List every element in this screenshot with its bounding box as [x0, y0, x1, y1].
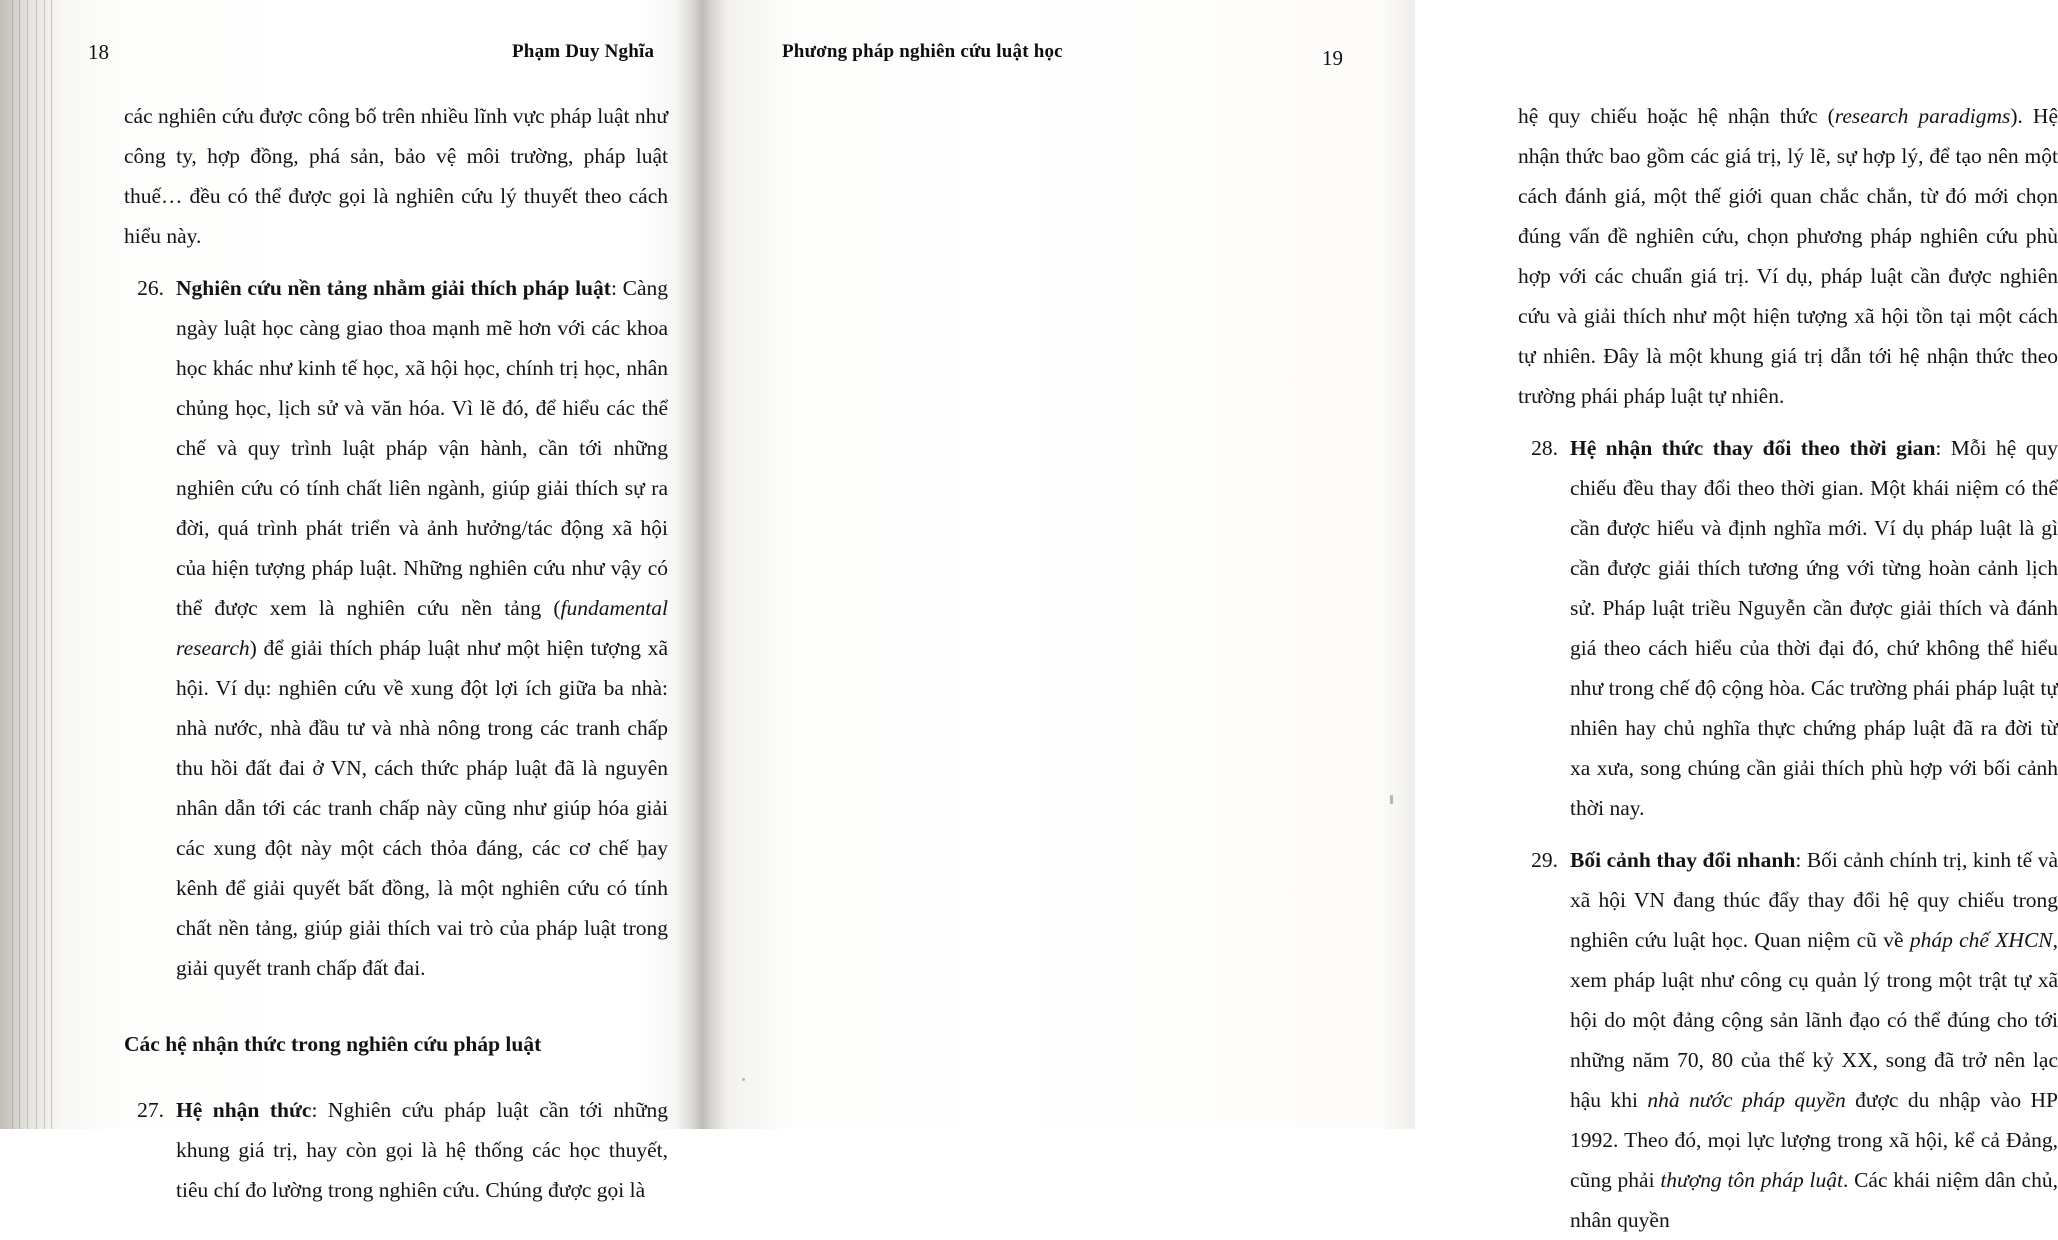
page-number-left: 18: [88, 40, 109, 64]
item-26-body: [176, 268, 668, 988]
item-28-text: : Mỗi hệ quy chiếu đều thay đổi theo thời gian. Một khái niệm có thể cần được hiểu và định nghĩa mới. Ví dụ pháp luật là gì cần được giải thích tương ứng với từng hoàn cảnh lịch sử. Pháp luật triều Nguyễn cần được giải thích và đánh giá theo cách hiểu của thời đại đó, chứ không thể hiểu như trong chế độ cộng hòa. Các trường phái pháp luật tự nhiên hay chủ nghĩa thực chứng pháp luật đã ra đời từ xa xưa, song chúng cần giải thích phù hợp với bối cảnh thời nay.: [1570, 436, 2058, 820]
continuation-text-after-italic: ). Hệ nhận thức bao gồm các giá trị, lý lẽ, sự hợp lý, để tạo nên một cách đánh giá, một thế giới quan chắc chắn, từ đó mới chọn đúng vấn đề nghiên cứu, chọn phương pháp nghiên cứu phù hợp với các chuẩn giá trị. Ví dụ, pháp luật cần được nghiên cứu và giải thích như một hiện tượng xã hội tồn tại một cách tự nhiên. Đây là một khung giá trị dẫn tới hệ nhận thức theo trường phái pháp luật tự nhiên.: [1518, 104, 2058, 408]
item-28-lead: Hệ nhận thức thay đổi theo thời gian: [1570, 436, 1936, 460]
item-29-lead: Bối cảnh thay đổi nhanh: [1570, 848, 1796, 872]
item-27-lead: Hệ nhận thức: [176, 1098, 312, 1122]
item-29-segment-5: thượng tôn pháp luật: [1660, 1168, 1843, 1192]
page-number-right: 19: [1322, 46, 1343, 70]
item-29-segment-0: : Bối cảnh chính trị, kinh tế và xã hội VN đang thúc đẩy thay đổi hệ quy chiếu trong nghiên cứu luật học. Quan niệm cũ về: [1570, 848, 2058, 952]
item-number-26: 26.: [137, 276, 164, 300]
item-29-segment-6: . Các khái niệm dân chủ, nhân quyền: [1570, 1168, 2058, 1232]
right-page-textblock: [1518, 96, 2058, 1240]
running-head-right: Phương pháp nghiên cứu luật học: [782, 41, 1063, 62]
item-29-segment-1: pháp chế XHCN,: [1909, 928, 2058, 952]
right-page: [706, 0, 2058, 1232]
paragraph-continuation-left: các nghiên cứu được công bố trên nhiều lĩnh vực pháp luật như công ty, hợp đồng, phá sản, bảo vệ môi trường, pháp luật thuế… đều có thể được gọi là nghiên cứu lý thuyết theo cách hiểu này.: [124, 104, 668, 248]
numbered-item-27: [124, 1090, 668, 1210]
left-page: [0, 0, 706, 1202]
item-29-body: [1570, 840, 2058, 1240]
item-29-segments: [1570, 848, 2058, 1232]
paragraph-continuation-right: [1518, 96, 2058, 416]
scan-speckle: [742, 1078, 745, 1081]
item-29-segment-2: xem pháp luật như công cụ quản lý trong một trật tự xã hội do một đảng cộng sản lãnh đạo có thể đúng cho tới những năm 70, 80 của thế kỷ XX, song đã trở nên lạc hậu khi: [1570, 968, 2058, 1112]
continuation-text-before-italic: hệ quy chiếu hoặc hệ nhận thức (: [1518, 104, 1835, 128]
item-27-body: [176, 1090, 668, 1210]
item-27-text: : Nghiên cứu pháp luật cần tới những khung giá trị, hay còn gọi là hệ thống các học thuyết, tiêu chí đo lường trong nghiên cứu. Chúng được gọi là: [176, 1098, 668, 1202]
running-head-left: Phạm Duy Nghĩa: [512, 41, 655, 62]
item-number-27: 27.: [137, 1098, 164, 1122]
scan-speckle: [1390, 795, 1393, 804]
left-page-textblock: [124, 96, 668, 1210]
continuation-italic-term: research paradigms: [1834, 104, 2011, 128]
item-number-29: 29.: [1531, 848, 1558, 872]
numbered-item-26: [124, 268, 668, 988]
item-26-italic-term: fundamental research: [176, 596, 668, 660]
left-page-header: [0, 38, 706, 64]
item-29-segment-4: được du nhập vào HP 1992. Theo đó, mọi lực lượng trong xã hội, kể cả Đảng, cũng phải: [1570, 1088, 2058, 1192]
item-26-lead: Nghiên cứu nền tảng nhằm giải thích pháp luật: [176, 276, 611, 300]
right-page-header: [706, 38, 1415, 70]
section-heading-left: Các hệ nhận thức trong nghiên cứu pháp luật: [124, 1032, 542, 1056]
item-28-body: [1570, 428, 2058, 828]
numbered-item-28: [1518, 428, 2058, 828]
numbered-item-29: [1518, 840, 2058, 1240]
item-29-segment-3: nhà nước pháp quyền: [1647, 1088, 1846, 1112]
item-26-text-after-italic: ) để giải thích pháp luật như một hiện tượng xã hội. Ví dụ: nghiên cứu về xung đột lợi ích giữa ba nhà: nhà nước, nhà đầu tư và nhà nông trong các tranh chấp thu hồi đất đai ở VN, cách thức pháp luật đã là nguyên nhân dẫn tới các tranh chấp này cũng như giúp hóa giải các xung đột này một cách thỏa đáng, các cơ chế hay kênh để giải quyết bất đồng, là một nghiên cứu có tính chất nền tảng, giúp giải thích vai trò của pháp luật trong giải quyết tranh chấp đất đai.: [176, 636, 668, 980]
scan-speckle: [641, 854, 645, 858]
item-26-text-before-italic: : Càng ngày luật học càng giao thoa mạnh mẽ hơn với các khoa học khác như kinh tế học, xã hội học, chính trị học, nhân chủng học, lịch sử và văn hóa. Vì lẽ đó, để hiểu các thể chế và quy trình luật pháp vận hành, cần tới những nghiên cứu có tính chất liên ngành, giúp giải thích sự ra đời, quá trình phát triển và ảnh hưởng/tác động xã hội của hiện tượng pháp luật. Những nghiên cứu như vậy có thể được xem là nghiên cứu nền tảng (: [176, 276, 669, 620]
item-number-28: 28.: [1531, 436, 1558, 460]
